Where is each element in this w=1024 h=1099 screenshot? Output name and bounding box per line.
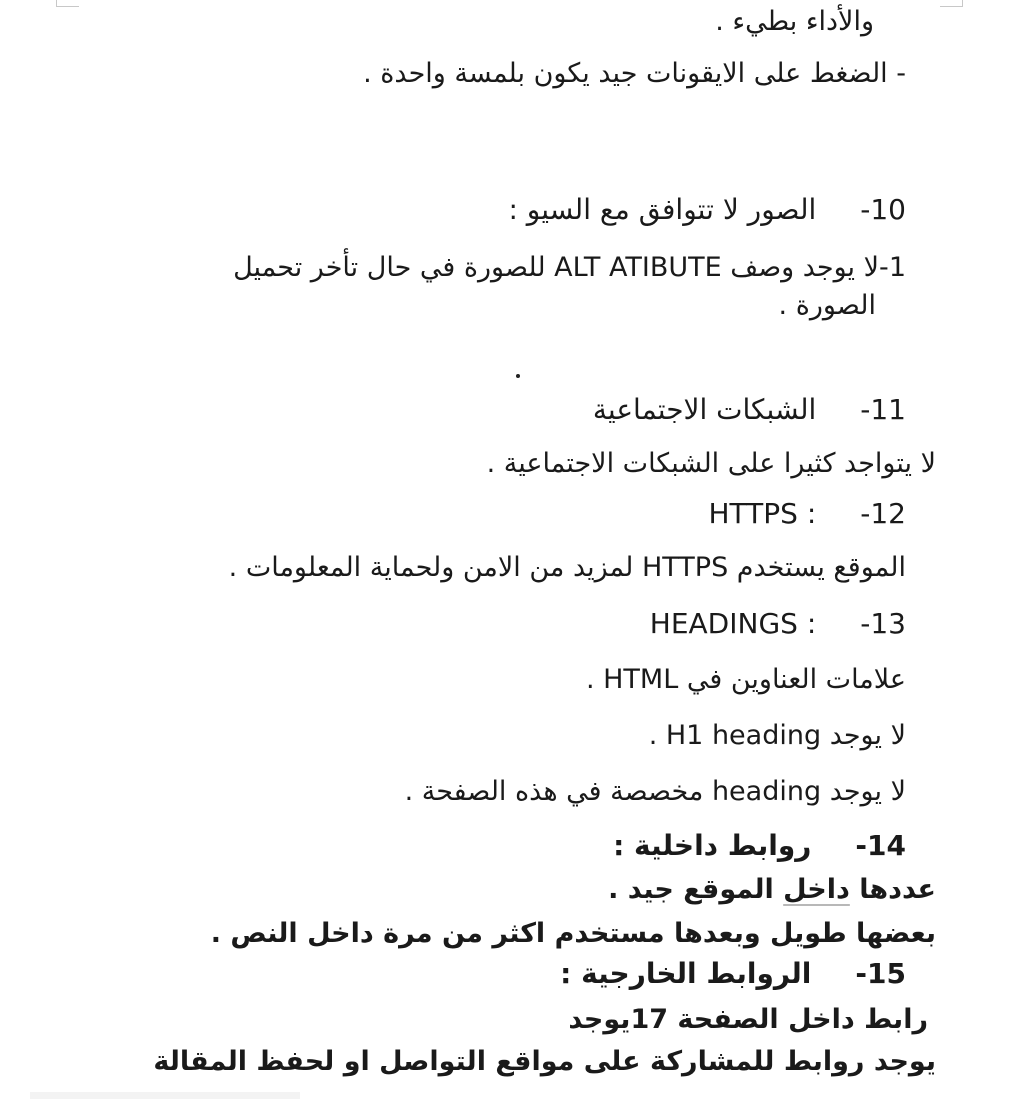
text-line [608, 872, 936, 908]
section-heading-13 [650, 606, 906, 642]
section-heading-12 [708, 496, 906, 532]
heading-number: -14 [855, 829, 906, 862]
section-heading-10 [508, 192, 906, 228]
underlined-word: داخل [783, 874, 850, 905]
text-line: علامات العناوين في HTML . [585, 664, 906, 695]
text-line: لا يتواجد كثيرا على الشبكات الاجتماعية . [486, 448, 936, 479]
heading-number: -11 [860, 393, 906, 426]
text-line: الموقع يستخدم HTTPS لمزيد من الامن ولحماية المعلومات . [228, 552, 906, 583]
text-line: يوجد روابط للمشاركة على مواقع التواصل او لحفظ المقالة [153, 1046, 936, 1077]
text-line: - الضغط على الايقونات جيد يكون بلمسة واحدة . [363, 58, 906, 89]
text-line: والأداء بطيء . [715, 6, 874, 37]
text-line: لا يوجد heading مخصصة في هذه الصفحة . [404, 776, 906, 807]
heading-text: الروابط الخارجية : [560, 957, 812, 990]
text-line: بعضها طويل وبعدها مستخدم اكثر من مرة داخل النص . [210, 918, 936, 949]
crop-mark-top-right [940, 0, 963, 7]
section-heading-14 [613, 828, 906, 864]
heading-text: : HEADINGS [649, 607, 817, 640]
text-part: الموقع جيد . [608, 874, 784, 905]
heading-text: : HTTPS [708, 497, 817, 530]
crop-mark-top-left [56, 0, 79, 7]
stray-dot [516, 374, 520, 378]
bottom-scroll-strip [30, 1092, 300, 1099]
heading-text: روابط داخلية : [613, 829, 812, 862]
heading-number: -12 [860, 497, 906, 530]
text-line: رابط داخل الصفحة 17يوجد [568, 1004, 928, 1035]
heading-number: -10 [860, 193, 906, 226]
text-line: 1-لا يوجد وصف ALT ATIBUTE للصورة في حال تأخر تحميل [233, 252, 906, 283]
heading-number: -13 [860, 607, 906, 640]
heading-text: الصور لا تتوافق مع السيو : [508, 193, 817, 226]
section-heading-11 [593, 392, 906, 428]
heading-number: -15 [855, 957, 906, 990]
text-part: عددها [849, 874, 936, 905]
text-line: لا يوجد H1 heading . [648, 720, 906, 751]
section-heading-15 [560, 956, 906, 992]
text-line: الصورة . [778, 290, 876, 321]
heading-text: الشبكات الاجتماعية [592, 393, 817, 426]
